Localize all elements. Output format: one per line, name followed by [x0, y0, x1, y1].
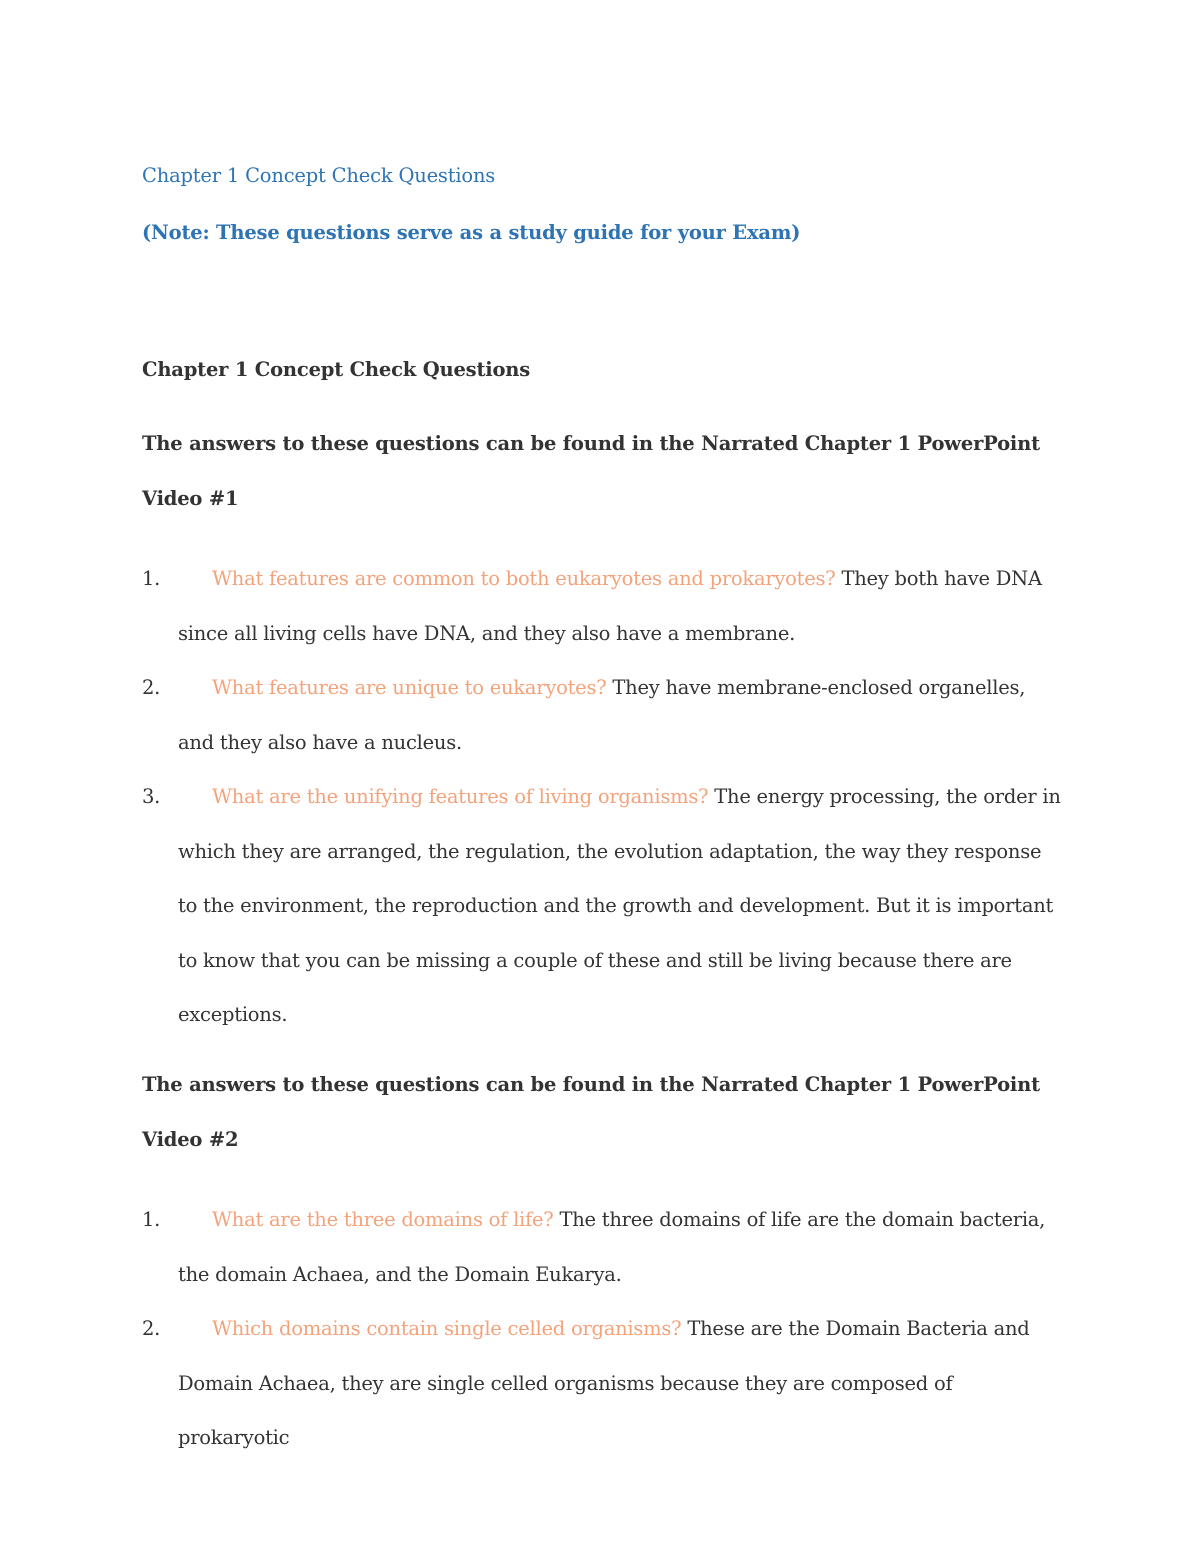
list-item: [142, 1302, 1062, 1466]
study-guide-note: (Note: These questions serve as a study guide for your Exam): [142, 221, 801, 244]
answer-text: They both have DNA since all living cells have DNA, and they also have a membrane.: [178, 567, 1042, 645]
section-2-question-list: [142, 1193, 1062, 1466]
question-text: What features are common to both eukaryotes and prokaryotes?: [212, 567, 836, 590]
section-1-intro: The answers to these questions can be found in the Narrated Chapter 1 PowerPoint Video #1: [142, 432, 1040, 510]
answer-text: They have membrane-enclosed organelles, and they also have a nucleus.: [178, 676, 1026, 754]
question-text: What features are unique to eukaryotes?: [212, 676, 607, 699]
list-item: [142, 770, 1062, 1043]
question-text: Which domains contain single celled organisms?: [212, 1317, 682, 1340]
item-number: 1.: [142, 1208, 161, 1231]
item-number: 3.: [142, 785, 161, 808]
section-1-question-list: [142, 552, 1062, 1043]
answer-text: The three domains of life are the domain bacteria, the domain Achaea, and the Domain Eukarya.: [178, 1208, 1046, 1286]
answer-text: These are the Domain Bacteria and Domain Achaea, they are single celled organisms because they are composed of prokaryotic: [178, 1317, 1030, 1449]
item-number: 2.: [142, 676, 161, 699]
item-number: 1.: [142, 567, 161, 590]
section-heading: Chapter 1 Concept Check Questions: [142, 358, 531, 381]
item-number: 2.: [142, 1317, 161, 1340]
question-text: What are the three domains of life?: [212, 1208, 554, 1231]
document-title: Chapter 1 Concept Check Questions: [142, 164, 496, 187]
list-item: [142, 552, 1062, 661]
list-item: [142, 1193, 1062, 1302]
answer-text: The energy processing, the order in which they are arranged, the regulation, the evolution adaptation, the way they response to the environment, the reproduction and the growth and development. But it is important to know that you can be missing a couple of these and still be living because there are exceptions.: [178, 785, 1061, 1026]
section-2-intro: The answers to these questions can be found in the Narrated Chapter 1 PowerPoint Video #2: [142, 1073, 1040, 1151]
question-text: What are the unifying features of living organisms?: [212, 785, 709, 808]
list-item: [142, 661, 1062, 770]
